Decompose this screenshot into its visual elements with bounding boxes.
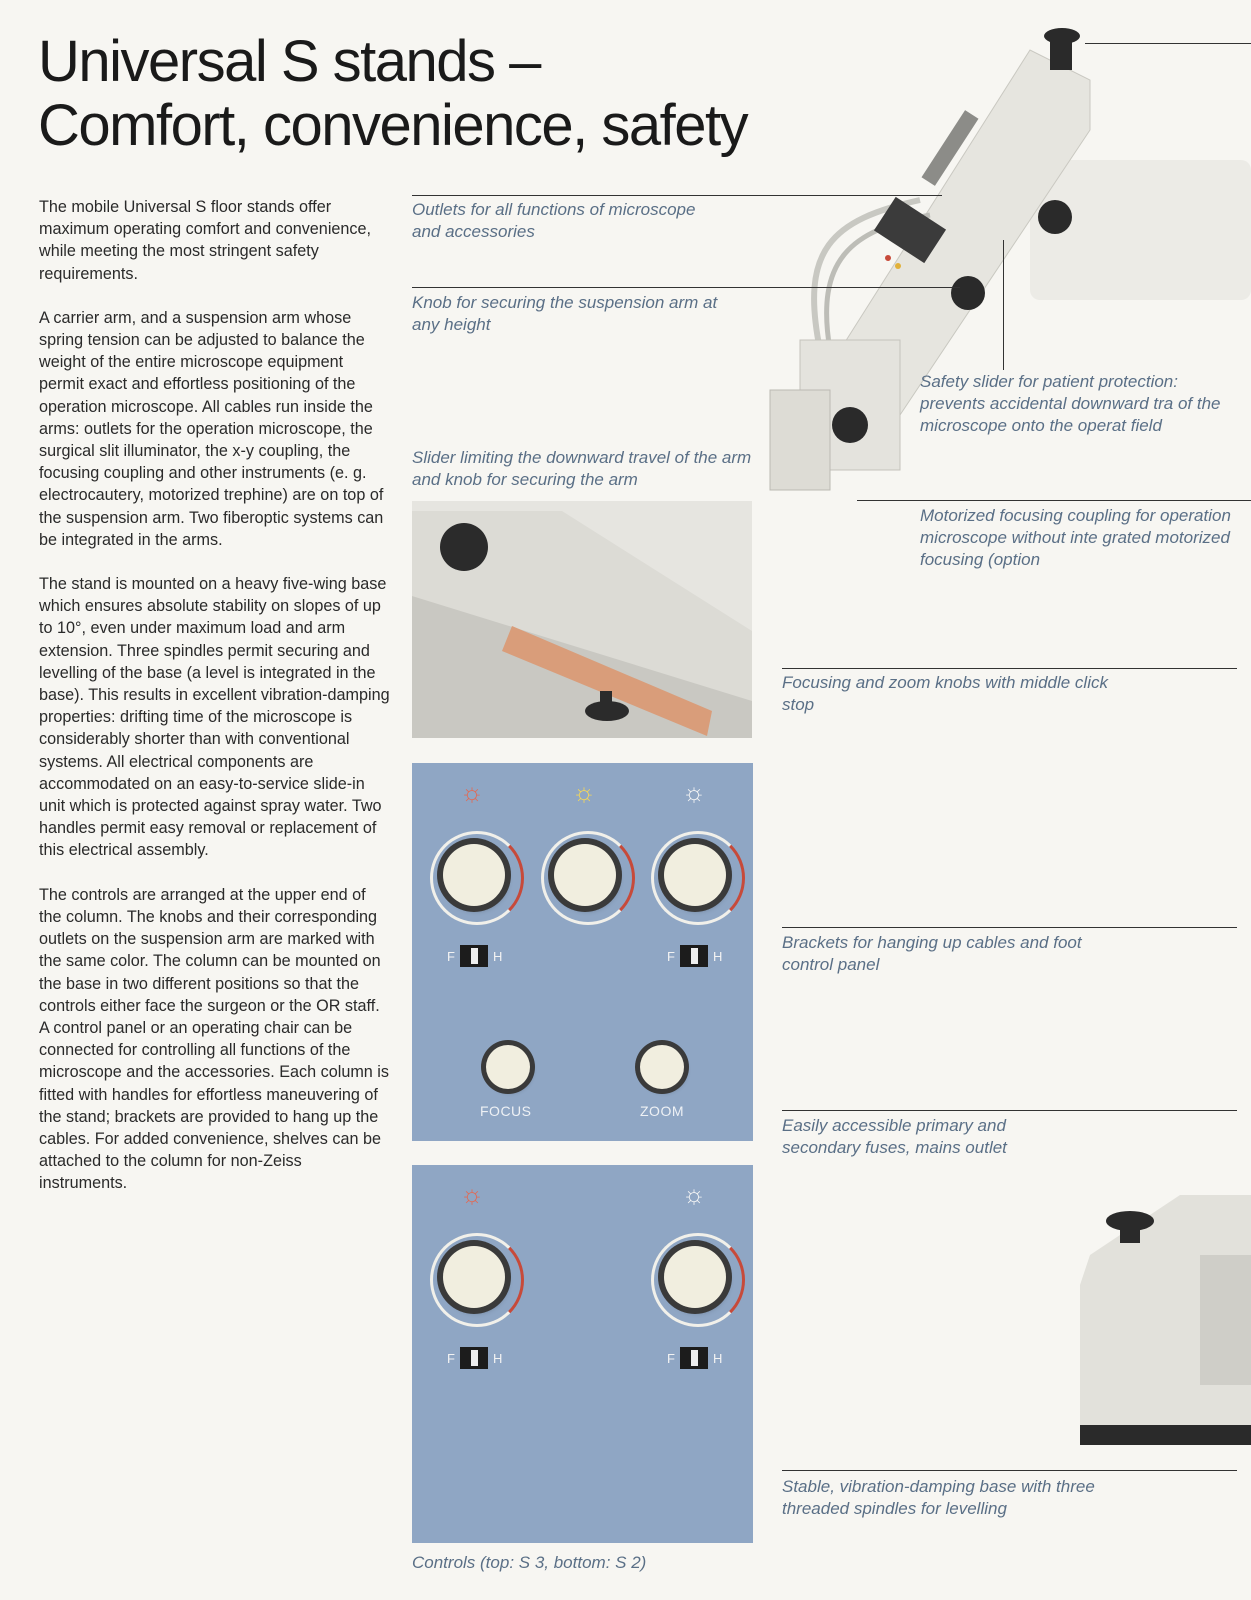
light-knob-white[interactable] [664,844,726,906]
caption-safety: Safety slider for patient protection: prevents accidental downward tra of the microscope onto the operat field [920,372,1221,435]
light-knob-yellow[interactable] [554,844,616,906]
body-paragraph-3: The stand is mounted on a heavy five-wing base which ensures absolute stability on slopes of up to 10°, even under maximum load and arm extension. Three spindles permit securing and levelling of the base (a level is integrated in the base). This results in excellent vibration-damping properties: drifting time of the microscope is considerably shorter than with conventional systems. All electrical components are accommodated on an easy-to-service slide-in unit which is protected against spray water. Two handles permit easy removal or replacement of this electrical assembly. [39,575,390,860]
switch-h-label: H [712,1350,723,1366]
light-knob-red[interactable] [443,1246,505,1308]
focus-label: FOCUS [480,1103,532,1119]
body-paragraph-4: The controls are arranged at the upper end of the column. The knobs and their corresponding outlets on the suspension arm are marked with the same color. The column can be mounted on the base in two different positions so that the controls either face the surgeon or the OR staff. A control panel or an operating chair can be connected for controlling all functions of the microscope and the accessories. Each column is fitted with handles for effortless maneuvering of the stand; brackets are provided to hang up the cables. For added convenience, shelves can be attached to the column for non-Zeiss instruments. [39,885,389,1193]
zoom-knob[interactable] [640,1045,684,1089]
caption-controls: Controls (top: S 3, bottom: S 2) [412,1553,647,1572]
caption-slider: Slider limiting the downward travel of the arm and knob for securing the arm [412,448,752,489]
caption-brackets: Brackets for hanging up cables and foot control panel [782,933,1082,974]
base-illustration [1080,1195,1251,1445]
caption-motorized: Motorized focusing coupling for operation microscope without inte grated motorized focusing (option [920,506,1231,569]
switch-f-label: F [447,948,455,964]
outlets-leader [412,195,942,196]
body-paragraph-1: The mobile Universal S floor stands offer maximum operating comfort and convenience, while meeting the most stringent safety requirements. [39,198,372,283]
base-leader [782,1470,1237,1471]
fh-switch-left[interactable] [447,945,502,967]
title-line-1: Universal S stands – [38,29,540,94]
caption-focusing: Focusing and zoom knobs with middle click stop [782,673,1108,714]
fuses-leader [782,1110,1237,1111]
base-photo [1080,1195,1251,1445]
caption-fuses: Easily accessible primary and secondary fuses, mains outlet [782,1116,1007,1157]
red-light-icon: ☼ [460,1179,484,1209]
yellow-light-icon: ☼ [572,777,596,807]
red-light-icon: ☼ [460,777,484,807]
top-leader [1085,43,1251,44]
switch-f-label: F [667,948,675,964]
toggle-switch-icon [460,1347,488,1369]
focus-knob[interactable] [486,1045,530,1089]
control-panel-s2 [412,1165,753,1543]
light-knob-white[interactable] [664,1246,726,1308]
fh-switch-right[interactable] [667,945,722,967]
switch-f-label: F [667,1350,675,1366]
switch-f-label: F [447,1350,455,1366]
motorized-leader [857,500,1251,501]
white-light-icon: ☼ [682,1179,706,1209]
light-knob-red[interactable] [443,844,505,906]
white-light-icon: ☼ [682,777,706,807]
zoom-label: ZOOM [640,1103,684,1119]
body-text [39,196,391,1217]
toggle-switch-icon [680,945,708,967]
fh-switch-left[interactable] [447,1347,502,1369]
fh-switch-right[interactable] [667,1347,722,1369]
caption-knob: Knob for securing the suspension arm at any height [412,293,718,334]
title-line-2: Comfort, convenience, safety [38,93,748,158]
safety-leader [1003,240,1004,370]
caption-outlets: Outlets for all functions of microscope and accessories [412,200,696,241]
brackets-leader [782,927,1237,928]
slider-photo [412,501,752,738]
switch-h-label: H [492,1350,503,1366]
switch-h-label: H [492,948,503,964]
slider-illustration [412,501,752,738]
toggle-switch-icon [680,1347,708,1369]
caption-base: Stable, vibration-damping base with three threaded spindles for levelling [782,1477,1095,1518]
control-panel-s3 [412,763,753,1141]
toggle-switch-icon [460,945,488,967]
switch-h-label: H [712,948,723,964]
body-paragraph-2: A carrier arm, and a suspension arm whose spring tension can be adjusted to balance the weight of the entire microscope equipment permit exact and effortless positioning of the operation microscope. All cables run inside the arms: outlets for the operation microscope, the surgical slit illuminator, the x-y coupling, the focusing coupling and other instruments (e. g. electrocautery, motorized trephine) are on top of the suspension arm. Two fiberoptic systems can be integrated in the arms. [39,308,384,549]
focusing-leader [782,668,1237,669]
knob-leader [412,287,960,288]
page-title [38,30,747,158]
